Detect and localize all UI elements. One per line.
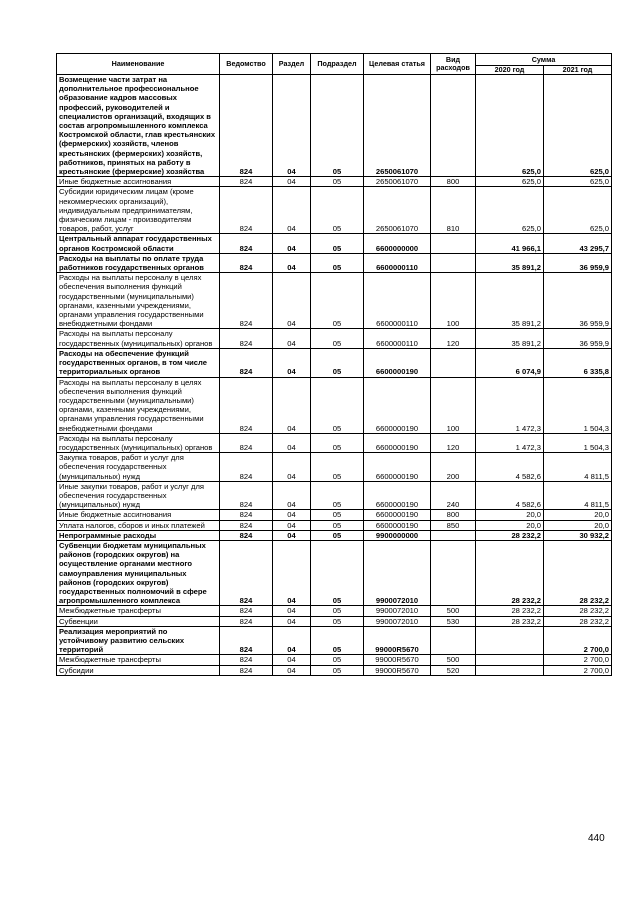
cell-sum-2020	[476, 626, 544, 655]
cell-name: Расходы на обеспечение функций государственных органов, в том числе территориальных органов	[57, 348, 220, 377]
cell-sum-2021: 36 959,9	[544, 253, 612, 272]
cell-sum-2020: 28 232,2	[476, 540, 544, 605]
cell-subsection: 05	[311, 481, 364, 510]
header-name: Наименование	[57, 54, 220, 75]
cell-subsection: 05	[311, 520, 364, 530]
cell-sum-2020: 4 582,6	[476, 481, 544, 510]
table-row	[57, 665, 612, 675]
cell-sum-2020: 1 472,3	[476, 433, 544, 452]
cell-dept: 824	[220, 253, 273, 272]
cell-exptype	[431, 75, 476, 177]
cell-dept: 824	[220, 273, 273, 329]
cell-section: 04	[273, 253, 311, 272]
cell-sum-2021: 30 932,2	[544, 530, 612, 540]
cell-dept: 824	[220, 234, 273, 253]
cell-exptype	[431, 540, 476, 605]
cell-sum-2021: 1 504,3	[544, 377, 612, 433]
cell-section: 04	[273, 273, 311, 329]
table-row	[57, 626, 612, 655]
cell-name: Субвенции	[57, 616, 220, 626]
cell-sum-2021: 4 811,5	[544, 453, 612, 482]
cell-sum-2020: 1 472,3	[476, 377, 544, 433]
table-row	[57, 348, 612, 377]
cell-subsection: 05	[311, 510, 364, 520]
table-row	[57, 453, 612, 482]
cell-target: 6600000110	[364, 273, 431, 329]
cell-subsection: 05	[311, 606, 364, 616]
cell-target: 99000R5670	[364, 655, 431, 665]
cell-exptype: 850	[431, 520, 476, 530]
cell-exptype: 120	[431, 329, 476, 348]
cell-sum-2020	[476, 655, 544, 665]
cell-name: Реализация мероприятий по устойчивому развитию сельских территорий	[57, 626, 220, 655]
cell-target: 6600000110	[364, 253, 431, 272]
table-row	[57, 481, 612, 510]
cell-target: 6600000000	[364, 234, 431, 253]
cell-section: 04	[273, 453, 311, 482]
cell-name: Закупка товаров, работ и услуг для обеспечения государственных (муниципальных) нужд	[57, 453, 220, 482]
cell-exptype: 800	[431, 510, 476, 520]
cell-name: Иные бюджетные ассигнования	[57, 510, 220, 520]
cell-target: 9900000000	[364, 530, 431, 540]
page-number: 440	[588, 833, 605, 844]
cell-sum-2021: 20,0	[544, 510, 612, 520]
cell-subsection: 05	[311, 626, 364, 655]
cell-exptype	[431, 530, 476, 540]
cell-target: 2650061070	[364, 75, 431, 177]
header-section: Раздел	[273, 54, 311, 75]
cell-name: Расходы на выплаты персоналу в целях обеспечения выполнения функций государственными (муниципальными) органами, казенными учреждениями, органами управления государственными внебюджетными фондами	[57, 377, 220, 433]
cell-section: 04	[273, 606, 311, 616]
cell-name: Непрограммные расходы	[57, 530, 220, 540]
cell-exptype	[431, 234, 476, 253]
cell-dept: 824	[220, 520, 273, 530]
cell-dept: 824	[220, 626, 273, 655]
cell-name: Межбюджетные трансферты	[57, 606, 220, 616]
cell-sum-2020: 4 582,6	[476, 453, 544, 482]
cell-target: 9900072010	[364, 606, 431, 616]
cell-section: 04	[273, 177, 311, 187]
cell-exptype: 500	[431, 606, 476, 616]
header-dept: Ведомство	[220, 54, 273, 75]
cell-name: Расходы на выплаты персоналу государственных (муниципальных) органов	[57, 433, 220, 452]
cell-name: Расходы на выплаты по оплате труда работников государственных органов	[57, 253, 220, 272]
cell-dept: 824	[220, 616, 273, 626]
cell-sum-2021: 1 504,3	[544, 433, 612, 452]
cell-name: Субсидии юридическим лицам (кроме некоммерческих организаций), индивидуальным предпринимателям, физическим лицам - производителям товаров, работ, услуг	[57, 187, 220, 234]
table-row	[57, 273, 612, 329]
cell-name: Расходы на выплаты персоналу государственных (муниципальных) органов	[57, 329, 220, 348]
cell-exptype	[431, 626, 476, 655]
cell-sum-2021: 625,0	[544, 187, 612, 234]
cell-exptype	[431, 253, 476, 272]
cell-section: 04	[273, 655, 311, 665]
cell-subsection: 05	[311, 377, 364, 433]
cell-sum-2021: 28 232,2	[544, 540, 612, 605]
cell-section: 04	[273, 616, 311, 626]
cell-section: 04	[273, 348, 311, 377]
cell-subsection: 05	[311, 177, 364, 187]
cell-target: 6600000190	[364, 520, 431, 530]
cell-sum-2021: 28 232,2	[544, 606, 612, 616]
cell-target: 9900072010	[364, 540, 431, 605]
table-row	[57, 510, 612, 520]
cell-subsection: 05	[311, 540, 364, 605]
cell-target: 6600000110	[364, 329, 431, 348]
cell-dept: 824	[220, 177, 273, 187]
cell-subsection: 05	[311, 655, 364, 665]
cell-sum-2020: 28 232,2	[476, 606, 544, 616]
cell-sum-2021: 2 700,0	[544, 626, 612, 655]
cell-exptype: 520	[431, 665, 476, 675]
table-row	[57, 177, 612, 187]
cell-subsection: 05	[311, 665, 364, 675]
table-row	[57, 377, 612, 433]
header-exptype: Вид расходов	[431, 54, 476, 75]
cell-section: 04	[273, 329, 311, 348]
cell-subsection: 05	[311, 253, 364, 272]
cell-dept: 824	[220, 453, 273, 482]
cell-section: 04	[273, 75, 311, 177]
table-row	[57, 433, 612, 452]
cell-exptype: 500	[431, 655, 476, 665]
cell-section: 04	[273, 530, 311, 540]
cell-name: Центральный аппарат государственных органов Костромской области	[57, 234, 220, 253]
cell-dept: 824	[220, 510, 273, 520]
cell-dept: 824	[220, 530, 273, 540]
table-row	[57, 234, 612, 253]
cell-subsection: 05	[311, 273, 364, 329]
cell-target: 6600000190	[364, 348, 431, 377]
cell-name: Субсидии	[57, 665, 220, 675]
cell-dept: 824	[220, 481, 273, 510]
cell-name: Возмещение части затрат на дополнительное профессиональное образование кадров массовых профессий, руководителей и специалистов организаций, входящих в состав агропромышленного комплекса Костромской области, глав крестьянских (фермерских) хозяйств, членов крестьянских (фермерских) хозяйств, работников, принятых на работу в крестьянские (фермерские) хозяйства	[57, 75, 220, 177]
header-sum: Сумма	[476, 54, 612, 66]
cell-section: 04	[273, 520, 311, 530]
cell-dept: 824	[220, 655, 273, 665]
table-row	[57, 520, 612, 530]
cell-exptype: 100	[431, 377, 476, 433]
cell-name: Иные закупки товаров, работ и услуг для обеспечения государственных (муниципальных) нужд	[57, 481, 220, 510]
cell-exptype: 200	[431, 453, 476, 482]
cell-section: 04	[273, 481, 311, 510]
cell-sum-2020: 41 966,1	[476, 234, 544, 253]
table-row	[57, 329, 612, 348]
cell-target: 9900072010	[364, 616, 431, 626]
cell-subsection: 05	[311, 187, 364, 234]
cell-sum-2020: 35 891,2	[476, 253, 544, 272]
cell-name: Иные бюджетные ассигнования	[57, 177, 220, 187]
cell-subsection: 05	[311, 453, 364, 482]
cell-name: Расходы на выплаты персоналу в целях обеспечения выполнения функций государственными (муниципальными) органами, казенными учреждениями, органами управления государственными внебюджетными фондами	[57, 273, 220, 329]
cell-exptype: 810	[431, 187, 476, 234]
cell-sum-2021: 36 959,9	[544, 273, 612, 329]
table-row	[57, 530, 612, 540]
cell-section: 04	[273, 377, 311, 433]
cell-sum-2020: 20,0	[476, 520, 544, 530]
cell-section: 04	[273, 540, 311, 605]
cell-sum-2021: 625,0	[544, 177, 612, 187]
cell-sum-2021: 4 811,5	[544, 481, 612, 510]
cell-dept: 824	[220, 329, 273, 348]
cell-sum-2020: 6 074,9	[476, 348, 544, 377]
cell-sum-2020: 35 891,2	[476, 273, 544, 329]
cell-sum-2020: 625,0	[476, 187, 544, 234]
cell-exptype: 100	[431, 273, 476, 329]
cell-sum-2020: 28 232,2	[476, 616, 544, 626]
cell-subsection: 05	[311, 234, 364, 253]
cell-target: 6600000190	[364, 481, 431, 510]
cell-target: 2650061070	[364, 187, 431, 234]
table-row	[57, 253, 612, 272]
cell-subsection: 05	[311, 616, 364, 626]
cell-section: 04	[273, 234, 311, 253]
cell-section: 04	[273, 187, 311, 234]
header-target: Целевая статья	[364, 54, 431, 75]
budget-table	[56, 53, 612, 676]
cell-target: 99000R5670	[364, 665, 431, 675]
cell-subsection: 05	[311, 348, 364, 377]
cell-exptype: 800	[431, 177, 476, 187]
cell-name: Межбюджетные трансферты	[57, 655, 220, 665]
cell-sum-2021: 625,0	[544, 75, 612, 177]
header-year-2021: 2021 год	[544, 66, 612, 75]
cell-dept: 824	[220, 540, 273, 605]
cell-dept: 824	[220, 377, 273, 433]
table-row	[57, 187, 612, 234]
cell-exptype	[431, 348, 476, 377]
cell-name: Субвенции бюджетам муниципальных районов (городских округов) на осуществление органами местного самоуправления муниципальных районов (городских округов) государственных полномочий в сфере агропромышленного комплекса	[57, 540, 220, 605]
cell-sum-2020: 625,0	[476, 177, 544, 187]
cell-subsection: 05	[311, 433, 364, 452]
cell-subsection: 05	[311, 75, 364, 177]
cell-sum-2020: 28 232,2	[476, 530, 544, 540]
table-row	[57, 655, 612, 665]
cell-section: 04	[273, 433, 311, 452]
cell-sum-2021: 28 232,2	[544, 616, 612, 626]
cell-sum-2021: 20,0	[544, 520, 612, 530]
cell-dept: 824	[220, 75, 273, 177]
cell-dept: 824	[220, 665, 273, 675]
cell-section: 04	[273, 626, 311, 655]
table-row	[57, 75, 612, 177]
table-header	[57, 54, 612, 75]
cell-sum-2021: 6 335,8	[544, 348, 612, 377]
cell-sum-2021: 43 295,7	[544, 234, 612, 253]
cell-target: 6600000190	[364, 377, 431, 433]
table-row	[57, 540, 612, 605]
table-body	[57, 75, 612, 676]
cell-target: 2650061070	[364, 177, 431, 187]
cell-subsection: 05	[311, 329, 364, 348]
cell-dept: 824	[220, 433, 273, 452]
cell-sum-2021: 36 959,9	[544, 329, 612, 348]
cell-exptype: 530	[431, 616, 476, 626]
cell-sum-2021: 2 700,0	[544, 665, 612, 675]
cell-sum-2021: 2 700,0	[544, 655, 612, 665]
cell-section: 04	[273, 510, 311, 520]
cell-dept: 824	[220, 187, 273, 234]
table-row	[57, 616, 612, 626]
cell-name: Уплата налогов, сборов и иных платежей	[57, 520, 220, 530]
cell-target: 99000R5670	[364, 626, 431, 655]
cell-sum-2020: 35 891,2	[476, 329, 544, 348]
cell-sum-2020: 20,0	[476, 510, 544, 520]
cell-exptype: 240	[431, 481, 476, 510]
header-subsection: Подраздел	[311, 54, 364, 75]
cell-target: 6600000190	[364, 510, 431, 520]
cell-sum-2020	[476, 665, 544, 675]
cell-sum-2020: 625,0	[476, 75, 544, 177]
cell-dept: 824	[220, 606, 273, 616]
cell-subsection: 05	[311, 530, 364, 540]
header-year-2020: 2020 год	[476, 66, 544, 75]
cell-exptype: 120	[431, 433, 476, 452]
table-row	[57, 606, 612, 616]
cell-dept: 824	[220, 348, 273, 377]
cell-target: 6600000190	[364, 433, 431, 452]
cell-section: 04	[273, 665, 311, 675]
cell-target: 6600000190	[364, 453, 431, 482]
